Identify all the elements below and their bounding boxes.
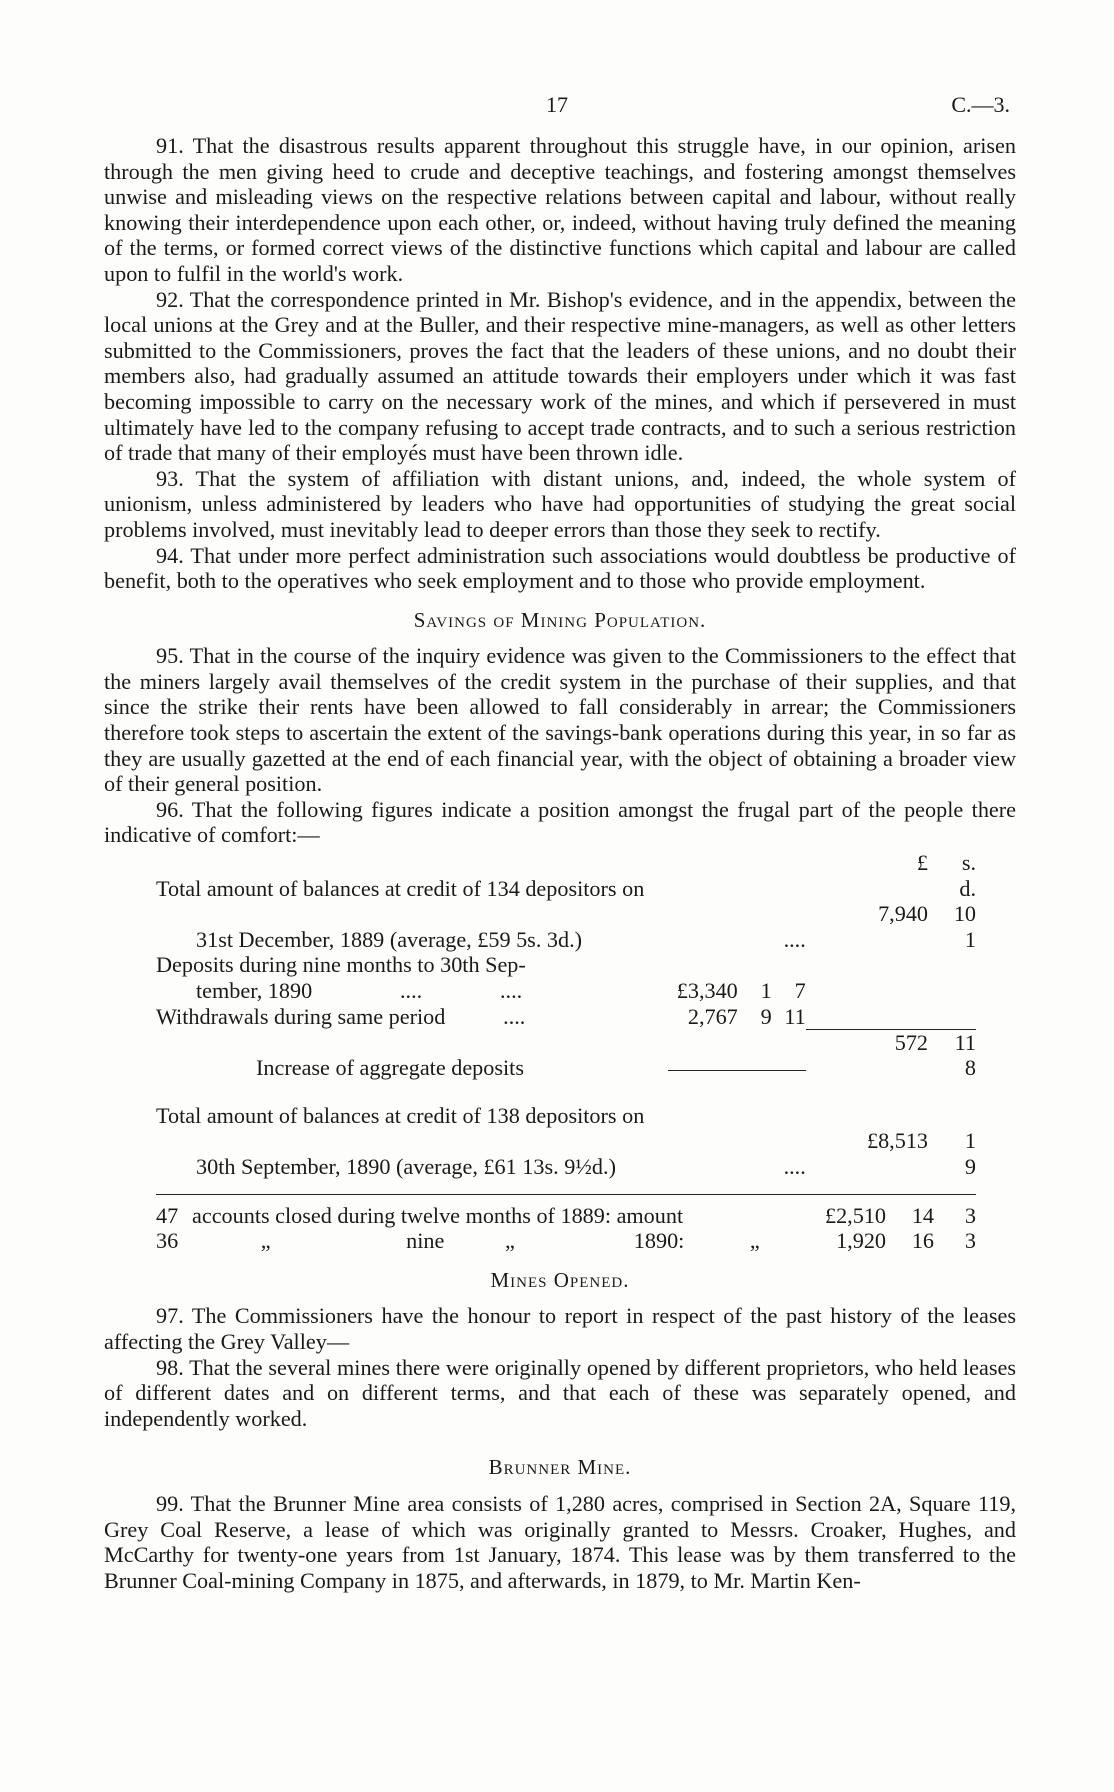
table-row [156,850,976,901]
middle-rule [658,1029,806,1081]
document-body [104,133,1016,1593]
closed-accounts-table [156,1203,976,1254]
paragraph-95: 95. That in the course of the inquiry evidence was given to the Commissioners to the effect that the miners largely avail themselves of the credit system in the purchase of their supplies, and that since the strike their rents have been allowed to fall considerably in arrear; the Commissioners therefore took steps to ascertain the extent of the savings-bank operations during this year, in so far as they are usually gazetted at the end of each financial year, with the object of obtaining a broader view of their general position. [104,643,1016,797]
table-row [156,952,976,978]
paragraph-92: 92. That the correspondence printed in Mr. Bishop's evidence, and in the appendix, between the local unions at the Grey and at the Buller, and their respective mine-managers, as well as other letters submitted to the Commissioners, proves the fact that the leaders of these unions, and no doubt their members also, had gradually assumed an attitude towards their employers under which it was fast becoming impossible to carry on the necessary work of the mines, and which if persevered in must ultimately have led to the company refusing to accept trade contracts, and to such a serious restriction of trade that many of their employés must have been thrown idle. [104,286,1016,466]
ditto-mark: „ [260,1228,271,1254]
table-row [156,901,976,952]
row3-amount: 2,767 9 11 [687,1003,806,1029]
col-shillings-header: s. [961,850,976,876]
ditto-mark: „ [749,1228,760,1254]
row5-amount: £8,513 19 [866,1128,976,1180]
row4-amount: 572 118 [806,1029,976,1081]
paragraph-98: 98. That the several mines there were originally opened by different proprietors, who held leases of different dates and on different terms, and that each of these was separately opened, and independently worked. [104,1354,1016,1431]
paragraph-93: 93. That the system of affiliation with distant unions, and, indeed, the whole system of unionism, unless administered by leaders who have had opportunities of studying the great social problems involved, must inevitably lead to deeper errors than those they seek to rectify. [104,465,1016,542]
row5-dots: .... [783,1154,806,1180]
closed-count-1890: 36 [156,1228,179,1254]
section-heading-savings: Savings of Mining Population. [413,607,707,632]
row5-line1: Total amount of balances at credit of 138 depositors on [156,1102,645,1128]
savings-accounts-table [156,850,976,1180]
paragraph-96: 96. That the following figures indicate a position amongst the frugal part of the people there indicative of comfort:— [104,796,1016,848]
document-code: C.—3. [951,92,1010,117]
paragraph-91: 91. That the disastrous results apparent throughout this struggle have, in our opinion, arisen through the men giving heed to crude and deceptive teachings, and fostering amongst themselves unwise and misleading views on the respective relations between capital and labour, without really knowing their interdependence upon each other, or, indeed, without having truly defined the meaning of the terms, or formed correct views of the distinctive functions which capital and labour are called upon to fulfil in the world's work. [104,133,1016,286]
row4-label: Increase of aggregate deposits [256,1055,524,1081]
closed-amount-1889: £2,510 14 3 [824,1202,976,1228]
page-header [0,92,1114,122]
column-headers [806,850,976,901]
closed-amount-1890: 1,920 16 3 [836,1228,976,1254]
table-row [156,1029,976,1081]
table-row [156,1004,976,1030]
closed-count-1889: 47 [156,1202,179,1228]
paragraph-97: 97. The Commissioners have the honour to report in respect of the past history of the leases affecting the Grey Valley— [104,1303,1016,1355]
col-pence-header: d. [959,875,976,901]
table-row [156,1103,976,1129]
row1-line1: Total amount of balances at credit of 134 depositors on [156,875,645,901]
row2-line1: Deposits during nine months to 30th Sep- [156,952,526,978]
section-heading-brunner-mine: Brunner Mine. [488,1455,632,1480]
table-row [156,978,976,1004]
page-number: 17 [546,92,568,117]
row3-label: Withdrawals during same period .... [156,1003,526,1029]
row5-line2: 30th September, 1890 (average, £61 13s. 9½d.) [196,1154,616,1180]
col-pound-header: £ [916,850,928,876]
row1-line2: 31st December, 1889 (average, £59 5s. 3d.) [196,926,583,952]
table-row [156,1203,976,1229]
table-row [156,1228,976,1254]
section-heading-mines-opened: Mines Opened. [490,1267,630,1292]
paragraph-99: 99. That the Brunner Mine area consists of 1,280 acres, comprised in Section 2A, Square 119, Grey Coal Reserve, a lease of which was originally granted to Messrs. Croaker, Hughes, and McCarthy for twenty-one years from 1st January, 1874. This lease was by them transferred to the Brunner Coal-mining Company in 1875, and afterwards, in 1879, to Mr. Martin Ken- [104,1491,1016,1593]
closed-text-1889: accounts closed during twelve months of 1889: amount [192,1202,684,1228]
row1-amount: 7,940 101 [878,901,976,952]
row1-dots: .... [783,926,806,952]
row2-amount: £3,340 1 7 [676,978,806,1003]
divider [156,1194,976,1195]
closed-year-1890: 1890: [633,1228,685,1254]
ditto-mark: „ [504,1228,515,1254]
row2-line2: tember, 1890 .... .... [196,978,523,1003]
closed-period-1890: nine [406,1228,445,1254]
paragraph-94: 94. That under more perfect administration such associations would doubtless be productive of benefit, both to the operatives who seek employment and to those who provide employment. [104,542,1016,594]
table-row [156,1128,976,1179]
